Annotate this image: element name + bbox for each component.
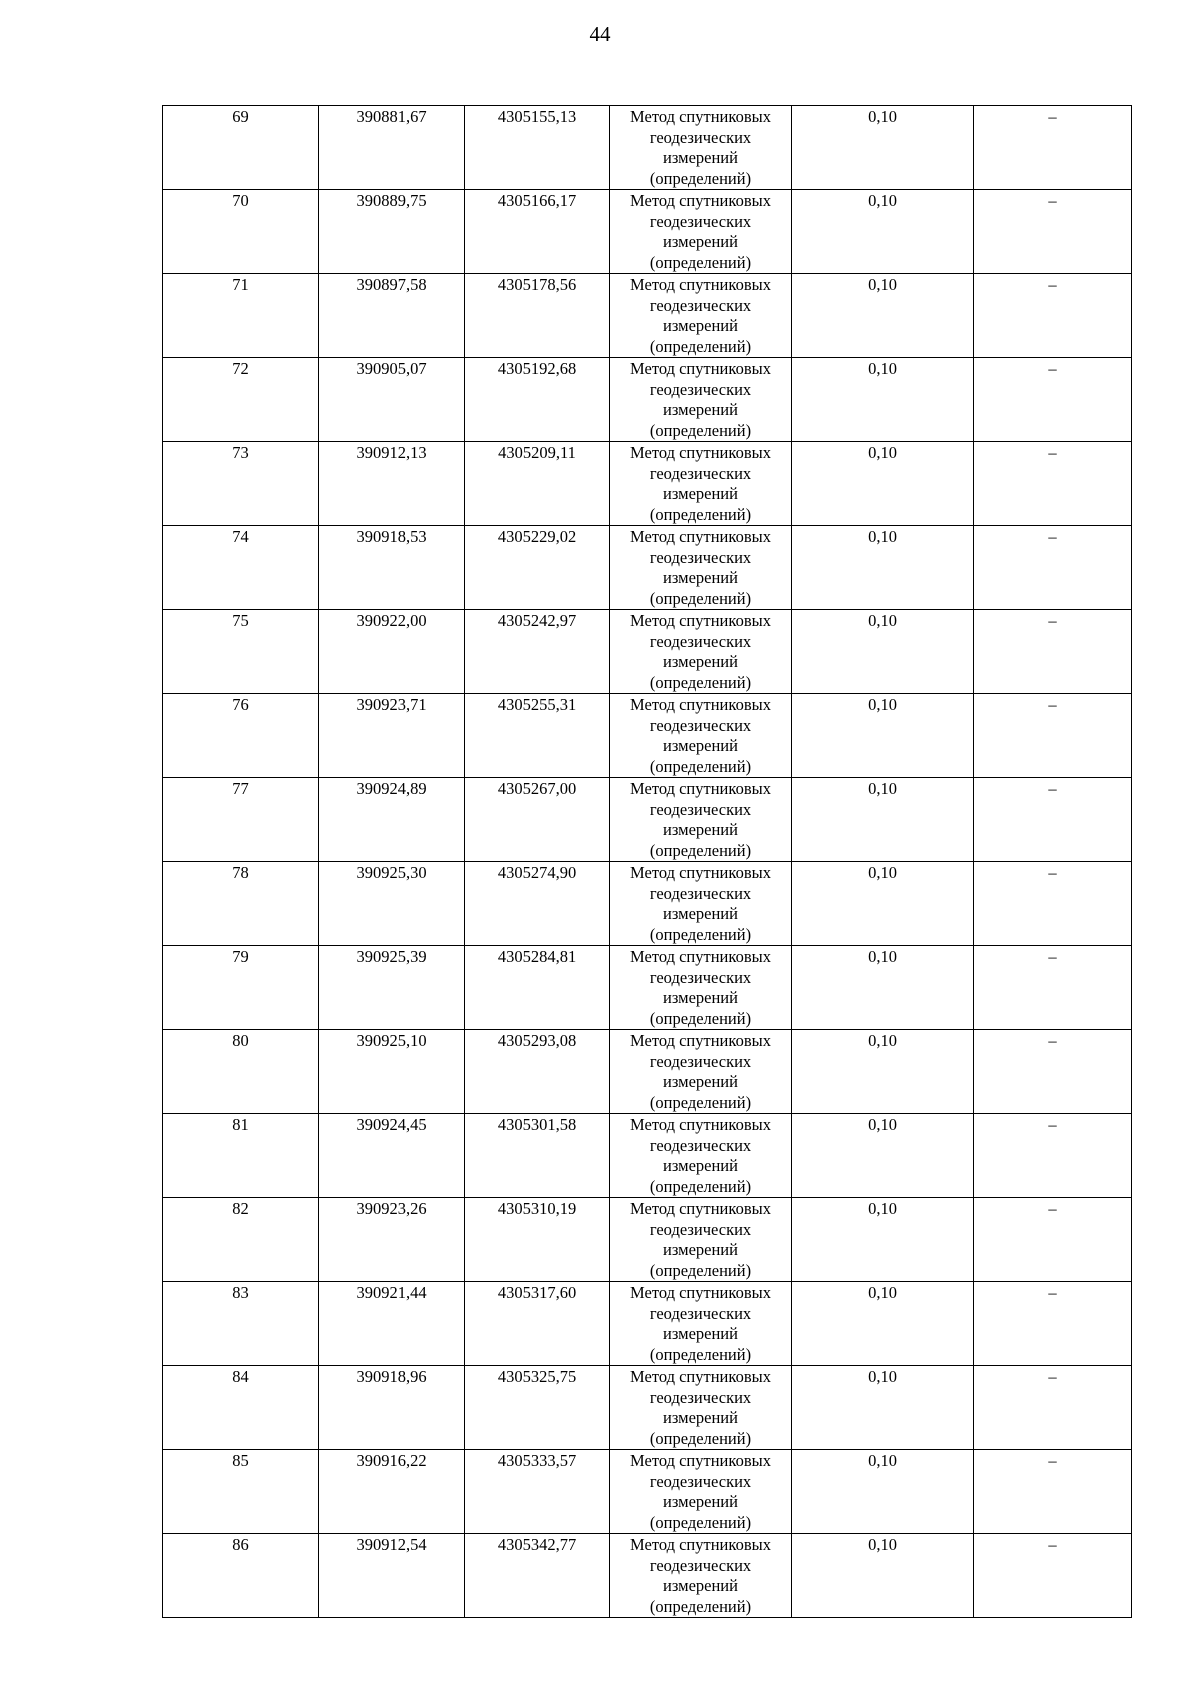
y-coordinate-cell-text: 4305301,58 <box>497 1115 577 1134</box>
method-cell-text: Метод спутниковых геодезических измерений (определений) <box>630 1031 771 1112</box>
note-cell <box>974 862 1132 946</box>
note-cell-text: – <box>1048 359 1057 378</box>
table-row <box>163 358 1132 442</box>
point-number-cell-text: 76 <box>232 695 249 714</box>
accuracy-cell <box>792 946 974 1030</box>
coordinates-table-body <box>163 106 1132 1618</box>
page-number: 44 <box>589 22 611 46</box>
accuracy-cell <box>792 610 974 694</box>
table-row <box>163 106 1132 190</box>
method-cell-text: Метод спутниковых геодезических измерений (определений) <box>630 1367 771 1448</box>
x-coordinate-cell-text: 390889,75 <box>356 191 427 210</box>
point-number-cell-text: 82 <box>232 1199 249 1218</box>
x-coordinate-cell <box>319 1030 465 1114</box>
method-cell <box>610 1114 792 1198</box>
table-row <box>163 526 1132 610</box>
note-cell-text: – <box>1048 1283 1057 1302</box>
y-coordinate-cell <box>465 106 610 190</box>
x-coordinate-cell <box>319 610 465 694</box>
accuracy-cell-text: 0,10 <box>868 863 897 882</box>
x-coordinate-cell <box>319 946 465 1030</box>
point-number-cell-text: 80 <box>232 1031 249 1050</box>
x-coordinate-cell <box>319 1282 465 1366</box>
point-number-cell <box>163 1030 319 1114</box>
point-number-cell <box>163 1366 319 1450</box>
point-number-cell-text: 83 <box>232 1283 249 1302</box>
x-coordinate-cell-text: 390918,96 <box>356 1367 427 1386</box>
y-coordinate-cell-text: 4305325,75 <box>497 1367 577 1386</box>
x-coordinate-cell-text: 390924,45 <box>356 1115 427 1134</box>
point-number-cell <box>163 1198 319 1282</box>
y-coordinate-cell-text: 4305166,17 <box>497 191 577 210</box>
method-cell <box>610 358 792 442</box>
table-row <box>163 1534 1132 1618</box>
x-coordinate-cell-text: 390905,07 <box>356 359 427 378</box>
table-row <box>163 862 1132 946</box>
y-coordinate-cell <box>465 358 610 442</box>
method-cell <box>610 1366 792 1450</box>
accuracy-cell-text: 0,10 <box>868 527 897 546</box>
method-cell-text: Метод спутниковых геодезических измерений (определений) <box>630 443 771 524</box>
accuracy-cell-text: 0,10 <box>868 443 897 462</box>
y-coordinate-cell <box>465 1534 610 1618</box>
accuracy-cell <box>792 106 974 190</box>
x-coordinate-cell-text: 390916,22 <box>356 1451 427 1470</box>
accuracy-cell-text: 0,10 <box>868 1367 897 1386</box>
y-coordinate-cell-text: 4305155,13 <box>497 107 577 126</box>
point-number-cell-text: 85 <box>232 1451 249 1470</box>
accuracy-cell <box>792 190 974 274</box>
point-number-cell <box>163 358 319 442</box>
y-coordinate-cell <box>465 778 610 862</box>
accuracy-cell <box>792 1114 974 1198</box>
note-cell <box>974 610 1132 694</box>
accuracy-cell-text: 0,10 <box>868 1199 897 1218</box>
method-cell-text: Метод спутниковых геодезических измерений (определений) <box>630 527 771 608</box>
note-cell-text: – <box>1048 443 1057 462</box>
method-cell-text: Метод спутниковых геодезических измерений (определений) <box>630 1115 771 1196</box>
y-coordinate-cell-text: 4305333,57 <box>497 1451 577 1470</box>
x-coordinate-cell-text: 390924,89 <box>356 779 427 798</box>
note-cell <box>974 1366 1132 1450</box>
point-number-cell-text: 74 <box>232 527 249 546</box>
x-coordinate-cell <box>319 1114 465 1198</box>
table-row <box>163 1030 1132 1114</box>
y-coordinate-cell-text: 4305342,77 <box>497 1535 577 1554</box>
note-cell <box>974 694 1132 778</box>
point-number-cell-text: 84 <box>232 1367 249 1386</box>
method-cell <box>610 610 792 694</box>
note-cell-text: – <box>1048 1451 1057 1470</box>
note-cell <box>974 526 1132 610</box>
accuracy-cell-text: 0,10 <box>868 695 897 714</box>
note-cell <box>974 274 1132 358</box>
x-coordinate-cell-text: 390918,53 <box>356 527 427 546</box>
y-coordinate-cell-text: 4305274,90 <box>497 863 577 882</box>
method-cell <box>610 526 792 610</box>
y-coordinate-cell <box>465 1030 610 1114</box>
point-number-cell-text: 75 <box>232 611 249 630</box>
y-coordinate-cell <box>465 274 610 358</box>
x-coordinate-cell-text: 390925,39 <box>356 947 427 966</box>
method-cell-text: Метод спутниковых геодезических измерений (определений) <box>630 1283 771 1364</box>
accuracy-cell <box>792 862 974 946</box>
note-cell-text: – <box>1048 863 1057 882</box>
x-coordinate-cell-text: 390921,44 <box>356 1283 427 1302</box>
method-cell <box>610 1450 792 1534</box>
point-number-cell <box>163 1114 319 1198</box>
point-number-cell <box>163 442 319 526</box>
x-coordinate-cell-text: 390922,00 <box>356 611 427 630</box>
method-cell-text: Метод спутниковых геодезических измерений (определений) <box>630 611 771 692</box>
method-cell <box>610 694 792 778</box>
accuracy-cell-text: 0,10 <box>868 1451 897 1470</box>
note-cell <box>974 358 1132 442</box>
point-number-cell <box>163 1534 319 1618</box>
table-row <box>163 1450 1132 1534</box>
accuracy-cell <box>792 1030 974 1114</box>
x-coordinate-cell <box>319 1534 465 1618</box>
method-cell <box>610 1198 792 1282</box>
x-coordinate-cell-text: 390881,67 <box>356 107 427 126</box>
point-number-cell-text: 77 <box>232 779 249 798</box>
point-number-cell-text: 69 <box>232 107 249 126</box>
accuracy-cell-text: 0,10 <box>868 947 897 966</box>
y-coordinate-cell <box>465 862 610 946</box>
note-cell <box>974 1030 1132 1114</box>
y-coordinate-cell <box>465 946 610 1030</box>
method-cell <box>610 106 792 190</box>
point-number-cell-text: 71 <box>232 275 249 294</box>
accuracy-cell <box>792 1282 974 1366</box>
point-number-cell <box>163 862 319 946</box>
method-cell-text: Метод спутниковых геодезических измерений (определений) <box>630 779 771 860</box>
table-row <box>163 442 1132 526</box>
y-coordinate-cell-text: 4305242,97 <box>497 611 577 630</box>
method-cell <box>610 274 792 358</box>
x-coordinate-cell-text: 390923,26 <box>356 1199 427 1218</box>
note-cell-text: – <box>1048 1199 1057 1218</box>
note-cell-text: – <box>1048 1031 1057 1050</box>
x-coordinate-cell-text: 390897,58 <box>356 275 427 294</box>
x-coordinate-cell <box>319 862 465 946</box>
y-coordinate-cell <box>465 1198 610 1282</box>
method-cell-text: Метод спутниковых геодезических измерений (определений) <box>630 107 771 188</box>
coordinates-table <box>162 105 1132 1618</box>
x-coordinate-cell-text: 390912,13 <box>356 443 427 462</box>
accuracy-cell-text: 0,10 <box>868 1535 897 1554</box>
point-number-cell <box>163 274 319 358</box>
note-cell-text: – <box>1048 695 1057 714</box>
method-cell-text: Метод спутниковых геодезических измерений (определений) <box>630 275 771 356</box>
accuracy-cell-text: 0,10 <box>868 1115 897 1134</box>
point-number-cell-text: 79 <box>232 947 249 966</box>
accuracy-cell <box>792 1366 974 1450</box>
x-coordinate-cell <box>319 1198 465 1282</box>
point-number-cell <box>163 1282 319 1366</box>
accuracy-cell <box>792 778 974 862</box>
point-number-cell <box>163 1450 319 1534</box>
point-number-cell-text: 70 <box>232 191 249 210</box>
y-coordinate-cell <box>465 694 610 778</box>
point-number-cell <box>163 106 319 190</box>
accuracy-cell-text: 0,10 <box>868 611 897 630</box>
method-cell <box>610 862 792 946</box>
point-number-cell <box>163 610 319 694</box>
accuracy-cell-text: 0,10 <box>868 779 897 798</box>
accuracy-cell-text: 0,10 <box>868 1031 897 1050</box>
note-cell-text: – <box>1048 947 1057 966</box>
method-cell <box>610 1534 792 1618</box>
x-coordinate-cell-text: 390923,71 <box>356 695 427 714</box>
table-row <box>163 946 1132 1030</box>
x-coordinate-cell <box>319 274 465 358</box>
method-cell <box>610 946 792 1030</box>
accuracy-cell-text: 0,10 <box>868 1283 897 1302</box>
point-number-cell-text: 73 <box>232 443 249 462</box>
note-cell <box>974 442 1132 526</box>
y-coordinate-cell <box>465 1366 610 1450</box>
method-cell <box>610 1030 792 1114</box>
note-cell <box>974 1282 1132 1366</box>
y-coordinate-cell <box>465 1114 610 1198</box>
table-row <box>163 190 1132 274</box>
table-row <box>163 1366 1132 1450</box>
note-cell <box>974 190 1132 274</box>
accuracy-cell-text: 0,10 <box>868 191 897 210</box>
y-coordinate-cell-text: 4305229,02 <box>497 527 577 546</box>
note-cell-text: – <box>1048 107 1057 126</box>
note-cell <box>974 1534 1132 1618</box>
note-cell-text: – <box>1048 275 1057 294</box>
y-coordinate-cell <box>465 526 610 610</box>
method-cell <box>610 1282 792 1366</box>
table-row <box>163 1198 1132 1282</box>
point-number-cell <box>163 778 319 862</box>
accuracy-cell <box>792 694 974 778</box>
table-row <box>163 694 1132 778</box>
method-cell-text: Метод спутниковых геодезических измерений (определений) <box>630 1535 771 1616</box>
y-coordinate-cell-text: 4305178,56 <box>497 275 577 294</box>
method-cell-text: Метод спутниковых геодезических измерений (определений) <box>630 191 771 272</box>
table-row <box>163 610 1132 694</box>
note-cell <box>974 1198 1132 1282</box>
y-coordinate-cell-text: 4305310,19 <box>497 1199 577 1218</box>
table-row <box>163 778 1132 862</box>
accuracy-cell-text: 0,10 <box>868 275 897 294</box>
note-cell-text: – <box>1048 1367 1057 1386</box>
x-coordinate-cell <box>319 190 465 274</box>
x-coordinate-cell-text: 390925,10 <box>356 1031 427 1050</box>
method-cell-text: Метод спутниковых геодезических измерений (определений) <box>630 947 771 1028</box>
x-coordinate-cell <box>319 1450 465 1534</box>
method-cell-text: Метод спутниковых геодезических измерений (определений) <box>630 1199 771 1280</box>
x-coordinate-cell <box>319 442 465 526</box>
method-cell-text: Метод спутниковых геодезических измерений (определений) <box>630 1451 771 1532</box>
x-coordinate-cell <box>319 778 465 862</box>
x-coordinate-cell <box>319 694 465 778</box>
note-cell-text: – <box>1048 527 1057 546</box>
method-cell-text: Метод спутниковых геодезических измерений (определений) <box>630 863 771 944</box>
x-coordinate-cell <box>319 358 465 442</box>
accuracy-cell <box>792 358 974 442</box>
method-cell-text: Метод спутниковых геодезических измерений (определений) <box>630 695 771 776</box>
accuracy-cell-text: 0,10 <box>868 107 897 126</box>
y-coordinate-cell-text: 4305209,11 <box>498 443 576 462</box>
y-coordinate-cell-text: 4305255,31 <box>497 695 577 714</box>
note-cell <box>974 778 1132 862</box>
y-coordinate-cell <box>465 1450 610 1534</box>
note-cell-text: – <box>1048 779 1057 798</box>
note-cell-text: – <box>1048 611 1057 630</box>
method-cell-text: Метод спутниковых геодезических измерений (определений) <box>630 359 771 440</box>
point-number-cell-text: 86 <box>232 1535 249 1554</box>
y-coordinate-cell-text: 4305267,00 <box>497 779 577 798</box>
y-coordinate-cell-text: 4305284,81 <box>497 947 577 966</box>
accuracy-cell <box>792 1450 974 1534</box>
x-coordinate-cell <box>319 106 465 190</box>
point-number-cell <box>163 526 319 610</box>
y-coordinate-cell <box>465 190 610 274</box>
accuracy-cell <box>792 526 974 610</box>
y-coordinate-cell-text: 4305192,68 <box>497 359 577 378</box>
point-number-cell-text: 81 <box>232 1115 249 1134</box>
table-row <box>163 1282 1132 1366</box>
accuracy-cell <box>792 1198 974 1282</box>
note-cell <box>974 946 1132 1030</box>
point-number-cell <box>163 694 319 778</box>
point-number-cell <box>163 946 319 1030</box>
method-cell <box>610 778 792 862</box>
note-cell <box>974 106 1132 190</box>
accuracy-cell <box>792 1534 974 1618</box>
y-coordinate-cell <box>465 442 610 526</box>
table-row <box>163 1114 1132 1198</box>
table-row <box>163 274 1132 358</box>
x-coordinate-cell <box>319 526 465 610</box>
accuracy-cell-text: 0,10 <box>868 359 897 378</box>
note-cell-text: – <box>1048 1535 1057 1554</box>
method-cell <box>610 442 792 526</box>
x-coordinate-cell-text: 390912,54 <box>356 1535 427 1554</box>
note-cell-text: – <box>1048 1115 1057 1134</box>
y-coordinate-cell-text: 4305317,60 <box>497 1283 577 1302</box>
y-coordinate-cell-text: 4305293,08 <box>497 1031 577 1050</box>
note-cell <box>974 1114 1132 1198</box>
accuracy-cell <box>792 274 974 358</box>
accuracy-cell <box>792 442 974 526</box>
point-number-cell <box>163 190 319 274</box>
y-coordinate-cell <box>465 1282 610 1366</box>
x-coordinate-cell-text: 390925,30 <box>356 863 427 882</box>
y-coordinate-cell <box>465 610 610 694</box>
x-coordinate-cell <box>319 1366 465 1450</box>
note-cell <box>974 1450 1132 1534</box>
point-number-cell-text: 72 <box>232 359 249 378</box>
point-number-cell-text: 78 <box>232 863 249 882</box>
note-cell-text: – <box>1048 191 1057 210</box>
method-cell <box>610 190 792 274</box>
